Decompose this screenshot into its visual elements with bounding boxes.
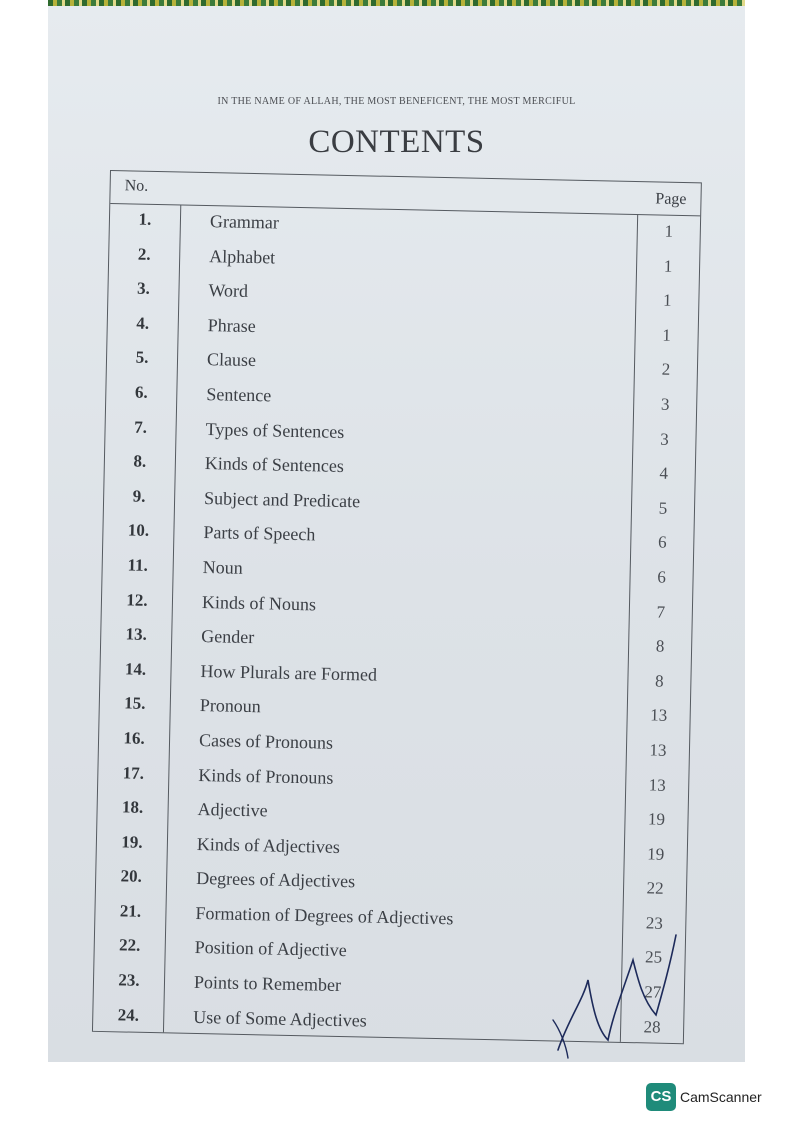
row-number: 9. (132, 486, 146, 506)
row-number: 15. (124, 693, 146, 714)
row-number: 2. (137, 244, 151, 264)
row-title: Clause (206, 349, 257, 371)
row-title: Grammar (209, 211, 280, 233)
row-number: 19. (121, 832, 143, 852)
row-number: 21. (119, 901, 142, 921)
row-number: 5. (135, 347, 149, 368)
row-page: 5 (658, 498, 668, 518)
row-page: 19 (647, 809, 666, 829)
row-page: 1 (664, 221, 674, 241)
row-page: 13 (649, 740, 667, 760)
row-title: Subject and Predicate (203, 487, 361, 512)
column-header-no: No. (124, 177, 149, 195)
row-title: Sentence (206, 384, 272, 406)
row-number: 24. (117, 1005, 140, 1025)
row-page: 6 (657, 567, 667, 587)
row-number: 12. (126, 589, 148, 610)
row-title: Kinds of Nouns (201, 591, 317, 614)
row-title: Degrees of Adjectives (195, 868, 356, 892)
row-number: 17. (122, 762, 145, 783)
page-title: CONTENTS (308, 124, 485, 160)
row-page: 23 (645, 913, 664, 933)
row-number: 1. (138, 209, 152, 229)
column-header-page: Page (655, 190, 687, 209)
bismillah-heading: IN THE NAME OF ALLAH, THE MOST BENEFICENT, THE MOST MERCIFUL (217, 96, 576, 107)
top-edge-strip (48, 0, 745, 6)
row-title: Word (208, 280, 249, 302)
camscanner-logo-icon: CS (646, 1083, 676, 1111)
row-number: 7. (134, 417, 148, 437)
row-page: 4 (659, 463, 669, 483)
row-title: Cases of Pronouns (198, 729, 334, 753)
row-title: Position of Adjective (194, 937, 347, 961)
row-title: Kinds of Pronouns (198, 764, 334, 788)
row-page: 13 (650, 705, 668, 726)
row-title: Phrase (207, 314, 256, 336)
row-number: 3. (136, 278, 151, 299)
row-page: 3 (660, 394, 670, 414)
scanned-page-photo (48, 0, 745, 1062)
row-page: 1 (662, 290, 672, 310)
row-page: 1 (662, 325, 672, 345)
row-title: How Plurals are Formed (200, 660, 378, 685)
row-page: 27 (644, 982, 662, 1002)
row-page: 3 (660, 429, 669, 449)
row-title: Use of Some Adjectives (193, 1006, 367, 1031)
row-number: 8. (133, 451, 147, 471)
row-number: 6. (134, 382, 148, 402)
row-number: 18. (121, 797, 144, 817)
row-title: Types of Sentences (205, 418, 345, 442)
row-page: 8 (654, 671, 664, 691)
row-title: Parts of Speech (203, 522, 316, 545)
row-title: Pronoun (199, 695, 262, 717)
row-title: Kinds of Adjectives (196, 833, 341, 857)
row-page: 8 (655, 636, 665, 656)
handwritten-signature (538, 920, 678, 1060)
row-number: 20. (120, 866, 143, 887)
row-page: 2 (661, 359, 671, 380)
row-number: 11. (127, 555, 149, 575)
row-number: 23. (118, 970, 140, 990)
row-title: Gender (201, 626, 255, 648)
row-title: Noun (202, 556, 243, 578)
row-title: Formation of Degrees of Adjectives (195, 902, 454, 929)
row-number: 10. (127, 520, 150, 541)
row-number: 14. (124, 659, 147, 679)
row-title: Adjective (197, 799, 268, 821)
contents-table (92, 170, 702, 1044)
row-number: 16. (123, 728, 145, 748)
row-page: 13 (648, 774, 666, 795)
row-page: 7 (656, 602, 666, 622)
row-page: 25 (644, 947, 663, 968)
row-title: Kinds of Sentences (204, 453, 345, 477)
row-title: Alphabet (209, 245, 276, 268)
row-number: 22. (118, 935, 141, 956)
row-page: 28 (643, 1017, 661, 1037)
camscanner-label: CamScanner (680, 1089, 762, 1105)
row-page: 22 (646, 878, 664, 899)
row-title: Points to Remember (193, 972, 342, 996)
row-page: 6 (657, 532, 667, 553)
row-number: 4. (136, 313, 150, 333)
row-page: 1 (663, 256, 673, 276)
row-page: 19 (647, 844, 665, 864)
row-number: 13. (125, 624, 148, 644)
